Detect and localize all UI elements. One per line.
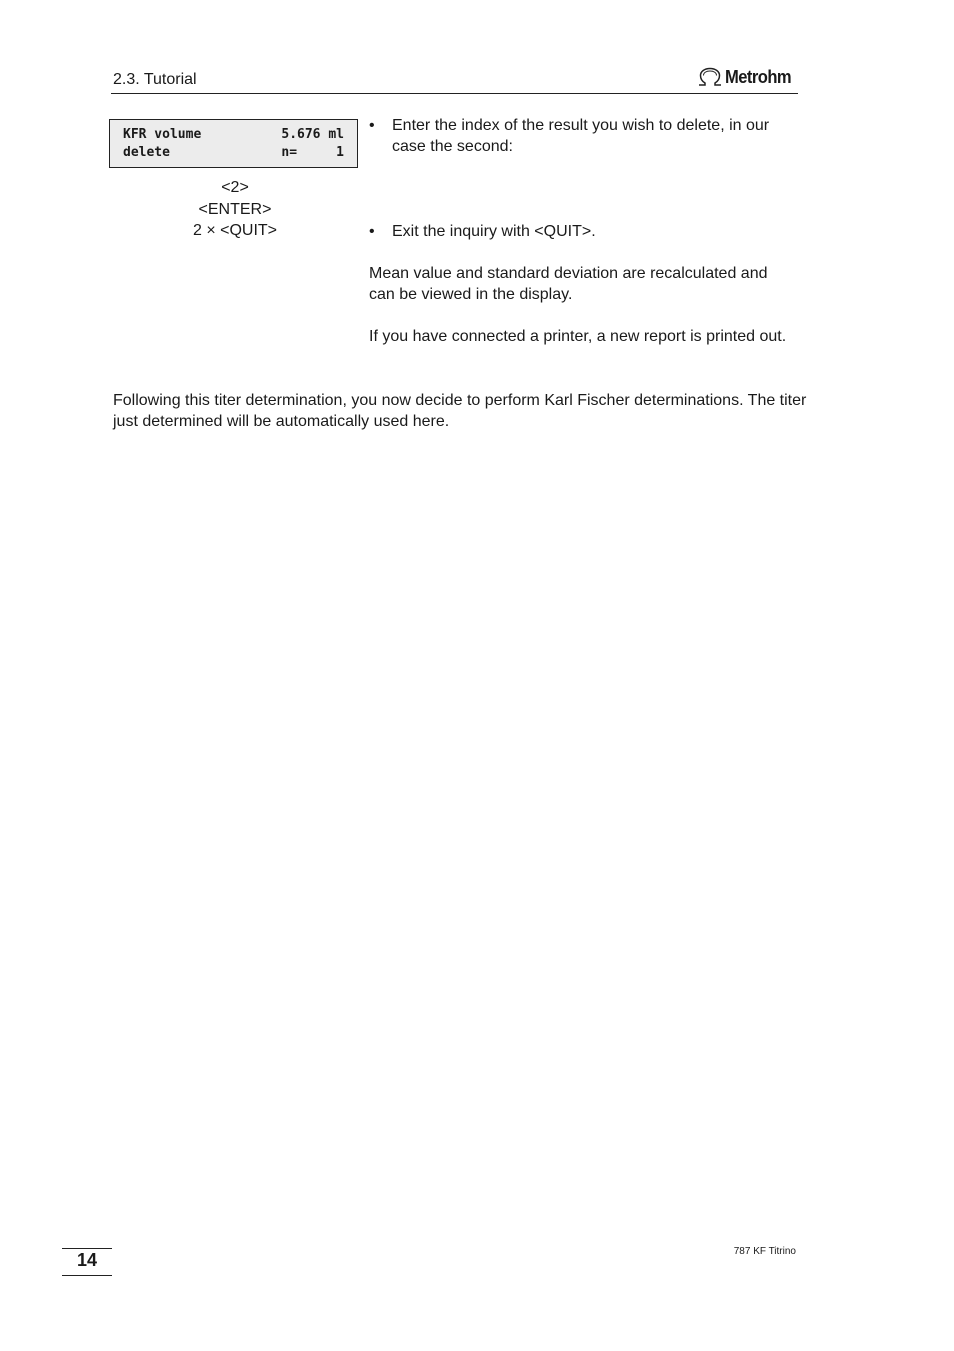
section-title: 2.3. Tutorial	[113, 71, 197, 88]
metrohm-omega-logo-icon	[697, 67, 723, 87]
display-line-1	[123, 127, 344, 142]
bullet-text: Exit the inquiry with <QUIT>.	[392, 223, 596, 240]
footer-rule	[62, 1275, 112, 1276]
instruction-bullet	[369, 115, 789, 157]
bullet-icon: •	[369, 223, 375, 240]
key-step: <2>	[221, 179, 249, 196]
page-number: 14	[76, 1250, 98, 1270]
header-rule	[111, 93, 798, 94]
body-paragraph: If you have connected a printer, a new report is printed out.	[369, 328, 787, 345]
key-sequence	[109, 177, 361, 242]
display-line-1-label: KFR volume	[123, 127, 202, 142]
brand-name: Metrohm	[725, 66, 792, 87]
product-name: 787 KF Titrino	[733, 1246, 796, 1257]
instruction-bullet	[369, 221, 789, 242]
bullet-icon: •	[369, 117, 375, 134]
instrument-display	[109, 119, 358, 168]
footer-rule	[62, 1248, 112, 1249]
key-step: 2 × <QUIT>	[192, 222, 278, 239]
body-paragraph: Following this titer determination, you now decide to perform Karl Fischer determinations. The titer just determined will be automatically used here.	[113, 392, 807, 430]
display-line-2-value: n= 1	[281, 145, 344, 160]
body-paragraph: Mean value and standard deviation are recalculated and can be viewed in the display.	[369, 265, 768, 303]
display-line-2-label: delete	[123, 145, 170, 160]
display-line-2	[123, 145, 344, 160]
brand-logo	[697, 66, 797, 88]
bullet-text: Enter the index of the result you wish to delete, in our case the second:	[392, 117, 770, 155]
display-line-1-value: 5.676 ml	[281, 127, 344, 142]
key-step: <ENTER>	[198, 200, 272, 218]
